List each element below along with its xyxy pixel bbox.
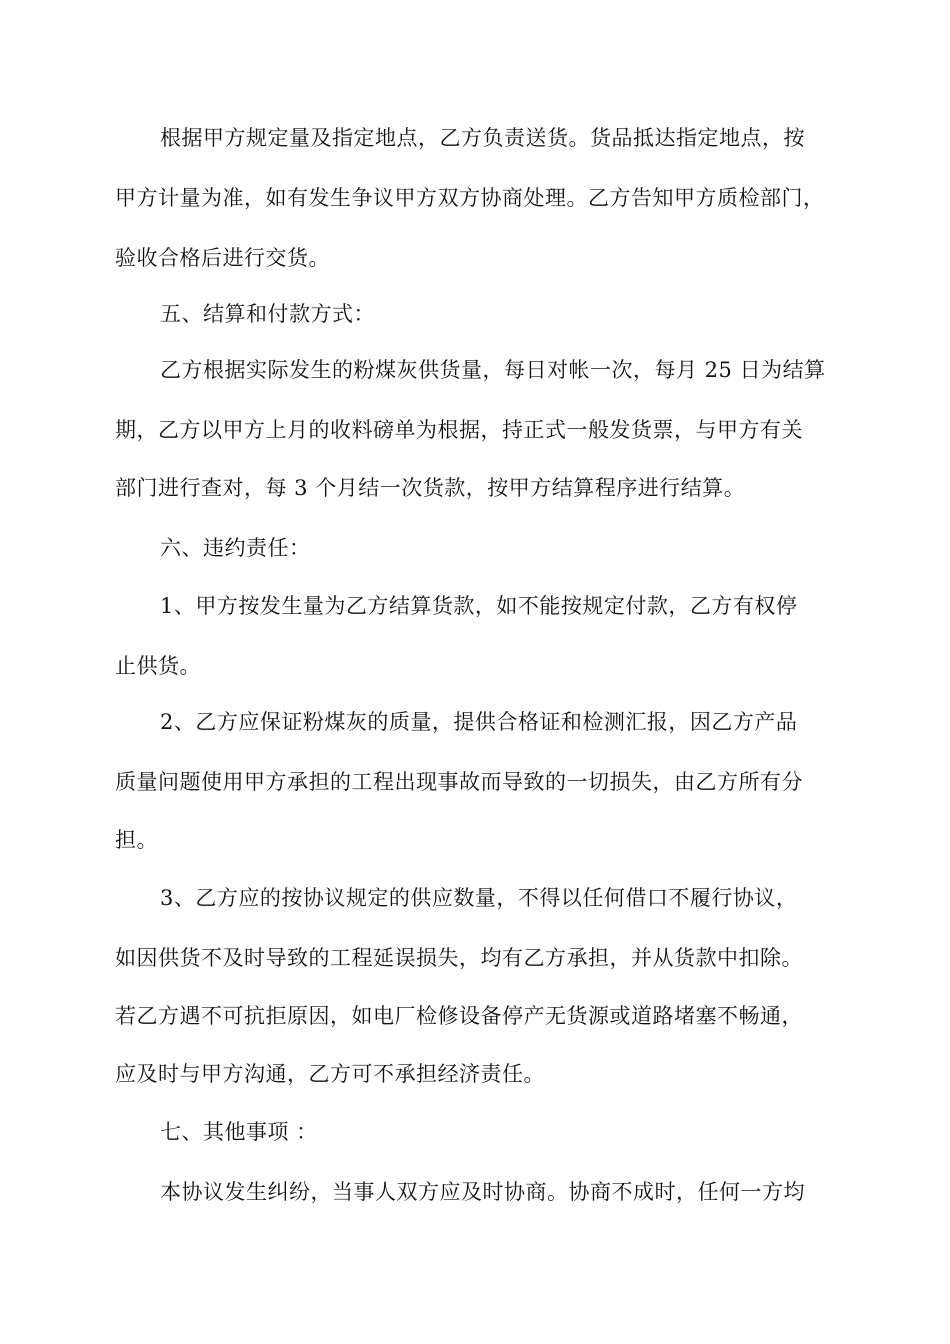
paragraph-line: 若乙方遇不可抗拒原因，如电厂检修设备停产无货源或道路堵塞不畅通， (115, 1004, 803, 1028)
paragraph-line: 根据甲方规定量及指定地点，乙方负责送货。货品抵达指定地点，按 (160, 126, 805, 150)
paragraph-line: 如因供货不及时导致的工程延误损失，均有乙方承担，并从货款中扣除。 (115, 946, 803, 970)
section-heading: 五、结算和付款方式： (160, 302, 375, 326)
paragraph-line: 部门进行查对，每 3 个月结一次货款，按甲方结算程序进行结算。 (115, 476, 746, 500)
section-heading: 七、其他事项 ： (160, 1120, 318, 1144)
paragraph-line: 本协议发生纠纷，当事人双方应及时协商。协商不成时，任何一方均 (160, 1180, 805, 1204)
paragraph-line: 乙方根据实际发生的粉煤灰供货量，每日对帐一次，每月 25 日为结算 (160, 358, 826, 382)
paragraph-line: 担。 (115, 828, 158, 852)
paragraph-line: 质量问题使用甲方承担的工程出现事故而导致的一切损失，由乙方所有分 (115, 770, 803, 794)
paragraph-line: 1、甲方按发生量为乙方结算货款，如不能按规定付款，乙方有权停 (160, 594, 798, 618)
paragraph-line: 2、乙方应保证粉煤灰的质量，提供合格证和检测汇报，因乙方产品 (160, 710, 798, 734)
paragraph-line: 3、乙方应的按协议规定的供应数量，不得以任何借口不履行协议， (160, 886, 798, 910)
paragraph-line: 应及时与甲方沟通，乙方可不承担经济责任。 (115, 1062, 545, 1086)
paragraph-line: 验收合格后进行交货。 (115, 246, 330, 270)
paragraph-line: 止供货。 (115, 654, 201, 678)
paragraph-line: 甲方计量为准，如有发生争议甲方双方协商处理。乙方告知甲方质检部门， (115, 186, 825, 210)
paragraph-line: 期，乙方以甲方上月的收料磅单为根据，持正式一般发货票，与甲方有关 (115, 418, 803, 442)
section-heading: 六、违约责任： (160, 536, 311, 560)
